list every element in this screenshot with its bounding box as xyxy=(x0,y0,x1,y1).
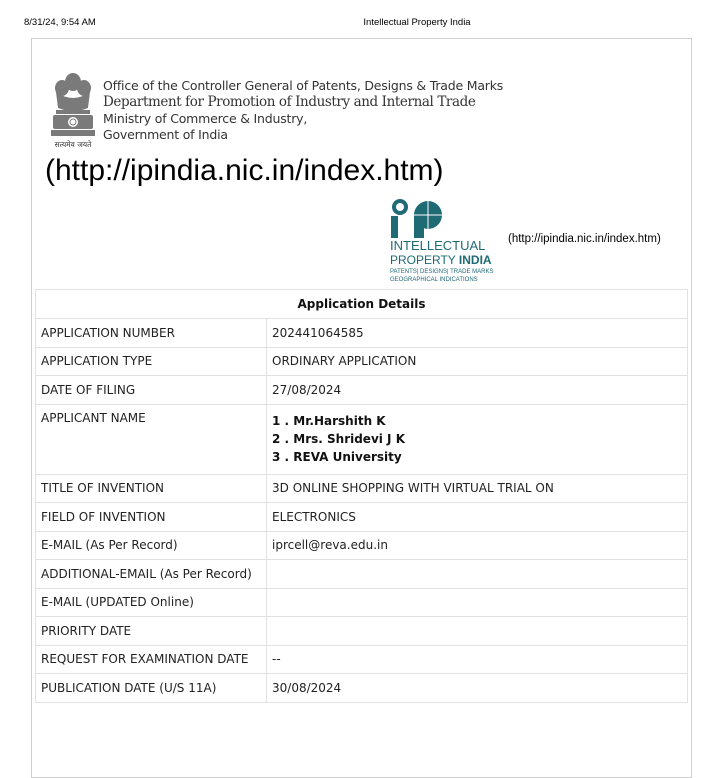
emblem-motto: सत्यमेव जयते xyxy=(54,140,92,149)
logo-line-1: INTELLECTUAL xyxy=(390,238,486,253)
field-label: APPLICATION NUMBER xyxy=(36,319,267,348)
table-row xyxy=(36,645,688,674)
field-label: APPLICATION TYPE xyxy=(36,347,267,376)
table-row xyxy=(36,674,688,703)
applicant-name: 3 . REVA University xyxy=(272,450,402,464)
field-value xyxy=(267,560,688,589)
print-datetime: 8/31/24, 9:54 AM xyxy=(24,17,96,28)
print-page-title: Intellectual Property India xyxy=(363,17,471,28)
table-heading: Application Details xyxy=(36,290,688,319)
applicant-names xyxy=(267,404,688,474)
field-label: E-MAIL (As Per Record) xyxy=(36,531,267,560)
national-emblem-icon xyxy=(48,68,98,150)
table-row xyxy=(36,617,688,646)
field-label: PUBLICATION DATE (U/S 11A) xyxy=(36,674,267,703)
svg-text:PROPERTY INDIA xyxy=(390,253,492,267)
office-line-2: Department for Promotion of Industry and Internal Trade xyxy=(103,94,476,110)
field-value: 27/08/2024 xyxy=(267,376,688,405)
intellectual-property-india-logo[interactable] xyxy=(390,198,510,288)
table-row xyxy=(36,588,688,617)
table-row xyxy=(36,474,688,503)
table-row xyxy=(36,319,688,348)
office-heading xyxy=(103,77,503,143)
logo-line-2a: PROPERTY xyxy=(390,253,459,267)
field-label: E-MAIL (UPDATED Online) xyxy=(36,588,267,617)
applicant-name: 1 . Mr.Harshith K xyxy=(272,414,386,428)
table-row xyxy=(36,376,688,405)
field-label: ADDITIONAL-EMAIL (As Per Record) xyxy=(36,560,267,589)
print-header xyxy=(0,17,718,31)
field-value: 30/08/2024 xyxy=(267,674,688,703)
field-value: -- xyxy=(267,645,688,674)
field-value: ORDINARY APPLICATION xyxy=(267,347,688,376)
ipindia-logo-link[interactable]: (http://ipindia.nic.in/index.htm) xyxy=(508,233,661,245)
field-label: APPLICANT NAME xyxy=(36,404,267,474)
table-row xyxy=(36,560,688,589)
table-row xyxy=(36,347,688,376)
field-value: 202441064585 xyxy=(267,319,688,348)
table-row xyxy=(36,531,688,560)
table-heading-row xyxy=(36,290,688,319)
field-value: 3D ONLINE SHOPPING WITH VIRTUAL TRIAL ON xyxy=(267,474,688,503)
logo-line-4: GEOGRAPHICAL INDICATIONS xyxy=(390,277,478,283)
table-row xyxy=(36,503,688,532)
field-value: iprcell@reva.edu.in xyxy=(267,531,688,560)
ipindia-home-link[interactable]: (http://ipindia.nic.in/index.htm) xyxy=(45,154,444,187)
field-label: PRIORITY DATE xyxy=(36,617,267,646)
applicant-name: 2 . Mrs. Shridevi J K xyxy=(272,432,406,446)
field-label: FIELD OF INVENTION xyxy=(36,503,267,532)
field-label: REQUEST FOR EXAMINATION DATE xyxy=(36,645,267,674)
field-label: TITLE OF INVENTION xyxy=(36,474,267,503)
application-details-table xyxy=(35,289,688,703)
logo-line-3: PATENTS| DESIGNS| TRADE MARKS xyxy=(390,269,494,275)
office-line-4: Government of India xyxy=(103,127,228,142)
field-value xyxy=(267,588,688,617)
logo-line-2b: INDIA xyxy=(458,253,492,267)
office-line-3: Ministry of Commerce & Industry, xyxy=(103,111,308,126)
field-label: DATE OF FILING xyxy=(36,376,267,405)
field-value: ELECTRONICS xyxy=(267,503,688,532)
field-value xyxy=(267,617,688,646)
table-row xyxy=(36,404,688,474)
office-line-1: Office of the Controller General of Patents, Designs & Trade Marks xyxy=(103,78,504,93)
